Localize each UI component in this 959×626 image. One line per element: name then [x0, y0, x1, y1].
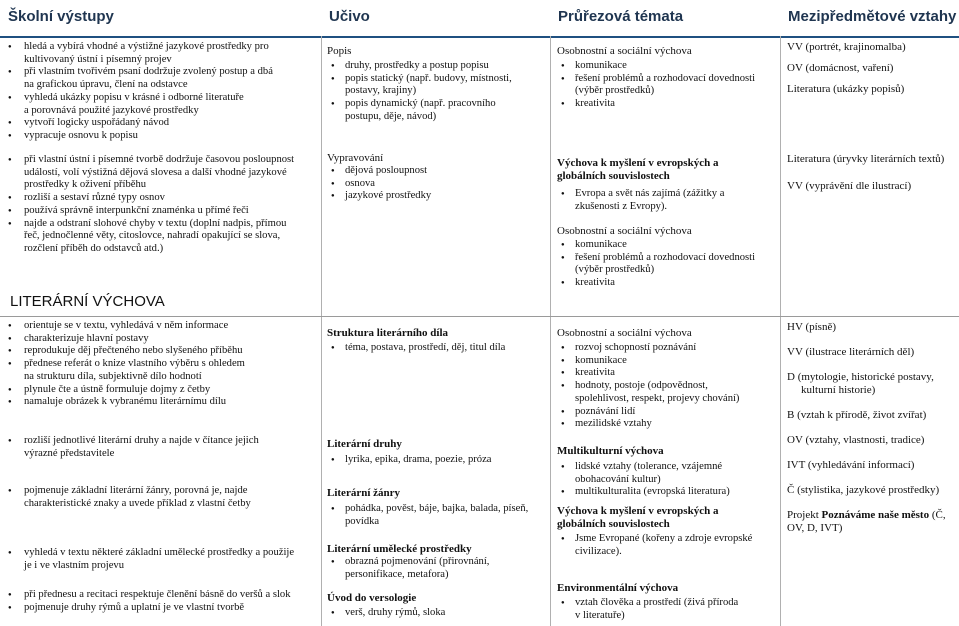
list-item: ● rozvoj schopností poznávání: [557, 342, 779, 355]
theme-block-european-2: [557, 505, 779, 558]
list-item: událostí, volí výstižná dějová slovesa a další vhodné jazykové: [24, 166, 287, 178]
header-school-outcomes: Školní výstupy: [8, 8, 114, 25]
list-item: ● pojmenuje druhy rýmů a uplatní je ve vlastní tvorbě: [4, 602, 319, 615]
relation-item-continued: kulturní historie): [801, 384, 876, 396]
theme-title: Osobnostní a sociální výchova: [557, 327, 692, 339]
list-item: (výběr prostředků): [575, 264, 655, 276]
list-item: ● při vlastní ústní i písemné tvorbě dodržuje časovou posloupnost: [4, 154, 319, 167]
list-item: povídka: [345, 515, 380, 527]
list-item: ● kreativita: [557, 277, 779, 290]
theme-block-personal-social-2: [557, 225, 779, 290]
project-prefix: Projekt: [787, 509, 822, 521]
outcomes-list-genres-kinds: [4, 435, 319, 460]
relations-block-mid: [787, 153, 955, 193]
relation-item: VV (ilustrace literárních děl): [787, 346, 915, 358]
relation-item: VV (portrét, krajinomalba): [787, 41, 906, 53]
header-curriculum: Učivo: [329, 8, 370, 25]
list-item: ● multikulturalita (evropská literatura): [557, 486, 779, 499]
list-item: ● rozliší a sestaví různé typy osnov: [4, 192, 319, 205]
theme-title: Osobnostní a sociální výchova: [557, 45, 692, 57]
project-name: Poznáváme naše město: [821, 509, 930, 521]
list-item: je i ve vlastním projevu: [24, 559, 125, 571]
list-item: ● hledá a vybírá vhodné a výstižné jazykové prostředky pro: [4, 41, 319, 54]
relations-block-literature: [787, 321, 955, 535]
theme-title: Multikulturní výchova: [557, 445, 664, 457]
relation-item: Literatura (úryvky literárních textů): [787, 153, 945, 165]
list-item: ● mezilidské vztahy: [557, 418, 779, 431]
theme-title: Osobnostní a sociální výchova: [557, 225, 692, 237]
list-item: postavy, krajiny): [345, 85, 417, 97]
list-item: ● najde a odstraní slohové chyby v textu (doplní nadpis, přímou: [4, 218, 319, 231]
outcomes-list-verse: [4, 589, 319, 614]
list-item: na strukturu díla, subjektivně dílo hodnotí: [24, 370, 202, 382]
theme-block-environmental: [557, 582, 779, 622]
list-item: ● Jsme Evropané (kořeny a zdroje evropské: [557, 533, 779, 546]
list-item: ● namaluje obrázek k vybranému literárnímu dílu: [4, 396, 319, 409]
list-item: ● dějová posloupnost: [327, 165, 549, 178]
outcomes-list-narration: [4, 154, 319, 256]
theme-title-line2: globálních souvislostech: [557, 518, 670, 530]
list-item: ● Evropa a svět nás zajímá (zážitky a: [557, 188, 779, 201]
list-item: ● vytvoří logicky uspořádaný návod: [4, 117, 319, 130]
list-item: ● poznávání lidí: [557, 406, 779, 419]
list-item: ● používá správně interpunkční znaménka u přímé řeči: [4, 205, 319, 218]
curriculum-block-versology: [327, 592, 549, 620]
list-item: kultivovaný ústní i písemný projev: [24, 53, 172, 65]
list-item: na grafickou úpravu, člení na odstavce: [24, 79, 188, 91]
curriculum-title: Úvod do versologie: [327, 592, 417, 604]
curriculum-title: Literární umělecké prostředky: [327, 543, 472, 555]
list-item: v literatuře): [575, 609, 625, 621]
theme-title: Výchova k myšlení v evropských a: [557, 505, 719, 517]
curriculum-block-genres: [327, 487, 549, 528]
theme-block-personal-social-1: [557, 45, 779, 111]
header-cross-themes: Průřezová témata: [558, 8, 684, 25]
list-item: ● druhy, prostředky a postup popisu: [327, 60, 549, 73]
curriculum-block-devices: [327, 543, 549, 581]
list-item: ● téma, postava, prostředí, děj, titul díla: [327, 342, 549, 355]
curriculum-block-structure: [327, 327, 549, 355]
list-item: ● vyhledá ukázky popisu v krásné i odborné literatuře: [4, 92, 319, 105]
column-divider: [550, 36, 551, 626]
list-item: ● jazykové prostředky: [327, 190, 549, 203]
relation-item-project: [787, 509, 955, 522]
relation-item: B (vztah k přírodě, život zvířat): [787, 409, 927, 421]
list-item: ● popis statický (např. budovy, místnosti,: [327, 73, 549, 86]
theme-title: Výchova k myšlení v evropských a: [557, 157, 719, 169]
relation-item: HV (písně): [787, 321, 836, 333]
list-item: ● reprodukuje děj přečteného nebo slyšeného příběhu: [4, 345, 319, 358]
list-item: personifikace, metafora): [345, 568, 449, 580]
curriculum-block-description: [327, 45, 549, 124]
list-item: zkušenosti z Evropy).: [575, 200, 668, 212]
list-item: ● kreativita: [557, 367, 779, 380]
header-relations: Mezipředmětové vztahy: [788, 8, 957, 25]
list-item: ● řešení problémů a rozhodovací dovednosti: [557, 252, 779, 265]
relation-item: OV (domácnost, vaření): [787, 62, 894, 74]
list-item: ● lidské vztahy (tolerance, vzájemné: [557, 461, 779, 474]
relation-item: OV (vztahy, vlastnosti, tradice): [787, 434, 925, 446]
outcomes-list-genres: [4, 485, 319, 510]
list-item: prostředky k oživení příběhu: [24, 179, 147, 191]
theme-title-line2: globálních souvislostech: [557, 170, 670, 182]
list-item: ● hodnoty, postoje (odpovědnost,: [557, 380, 779, 393]
list-item: (výběr prostředků): [575, 85, 655, 97]
list-item: výrazné představitele: [24, 447, 115, 459]
curriculum-title: Literární druhy: [327, 438, 402, 450]
list-item: ● obrazná pojmenování (přirovnání,: [327, 556, 549, 569]
outcomes-list-writing: [4, 41, 319, 143]
list-item: ● lyrika, epika, drama, poezie, próza: [327, 454, 549, 467]
list-item: ● plynule čte a ústně formuluje dojmy z četby: [4, 384, 319, 397]
list-item: ● popis dynamický (např. pracovního: [327, 98, 549, 111]
list-item: charakteristické znaky a uvede příklad z vlastní četby: [24, 497, 251, 509]
list-item: ● komunikace: [557, 239, 779, 252]
relation-item: VV (vyprávění dle ilustrací): [787, 180, 912, 192]
list-item: ● řešení problémů a rozhodovací dovednosti: [557, 73, 779, 86]
outcomes-list-reading: [4, 320, 319, 409]
list-item: ● kreativita: [557, 98, 779, 111]
curriculum-title: Popis: [327, 45, 352, 57]
list-item: obohacování kultur): [575, 473, 661, 485]
relation-item: D (mytologie, historické postavy,: [787, 371, 934, 383]
curriculum-title: Struktura literárního díla: [327, 327, 449, 339]
project-suffix: (Č,: [929, 509, 946, 521]
list-item: ● při vlastním tvořivém psaní dodržuje zvolený postup a dbá: [4, 66, 319, 79]
list-item: ● pohádka, pověst, báje, bajka, balada, píseň,: [327, 503, 549, 516]
list-item: rozčlení příběh do odstavců atd.): [24, 242, 164, 254]
relation-item: Literatura (ukázky popisů): [787, 83, 905, 95]
list-item: ● přednese referát o knize vlastního výběru s ohledem: [4, 358, 319, 371]
list-item: ● charakterizuje hlavní postavy: [4, 333, 319, 346]
column-divider: [321, 36, 322, 626]
list-item: ● verš, druhy rýmů, sloka: [327, 607, 549, 620]
list-item: civilizace).: [575, 545, 622, 557]
curriculum-block-kinds: [327, 438, 549, 467]
list-item: ● při přednesu a recitaci respektuje členění básně do veršů a slok: [4, 589, 319, 602]
list-item: a porovnává použité jazykové prostředky: [24, 104, 199, 116]
column-divider: [780, 36, 781, 626]
list-item: ● vyhledá v textu některé základní umělecké prostředky a použije: [4, 547, 319, 560]
list-item: postupu, děje, návod): [345, 110, 437, 122]
curriculum-title: Literární žánry: [327, 487, 401, 499]
list-item: ● pojmenuje základní literární žánry, porovná je, najde: [4, 485, 319, 498]
list-item: ● rozliší jednotlivé literární druhy a najde v čítance jejich: [4, 435, 319, 448]
theme-title: Environmentální výchova: [557, 582, 679, 594]
curriculum-block-narration: [327, 152, 549, 203]
relation-item: IVT (vyhledávání informací): [787, 459, 915, 471]
relations-block-top: [787, 41, 955, 96]
list-item: řeč, jednočlenné věty, citoslovce, nahradí opakující se slova,: [24, 230, 281, 242]
relation-item-continued: OV, D, IVT): [787, 522, 843, 534]
list-item: ● osnova: [327, 178, 549, 191]
curriculum-title: Vypravování: [327, 152, 384, 164]
list-item: ● komunikace: [557, 355, 779, 368]
list-item: ● komunikace: [557, 60, 779, 73]
section-divider: [0, 316, 959, 317]
list-item: ● orientuje se v textu, vyhledává v něm informace: [4, 320, 319, 333]
theme-block-multicultural: [557, 445, 779, 499]
list-item: ● vypracuje osnovu k popisu: [4, 130, 319, 143]
section-label-literary-education: LITERÁRNÍ VÝCHOVA: [10, 293, 165, 310]
list-item: ● vztah člověka a prostředí (živá příroda: [557, 597, 779, 610]
theme-block-personal-social-3: [557, 327, 779, 431]
theme-block-european-1: [557, 157, 779, 213]
outcomes-list-devices: [4, 547, 319, 572]
relation-item: Č (stylistika, jazykové prostředky): [787, 484, 940, 496]
table-header: [0, 0, 959, 38]
list-item: spolehlivost, respekt, projevy chování): [575, 392, 740, 404]
